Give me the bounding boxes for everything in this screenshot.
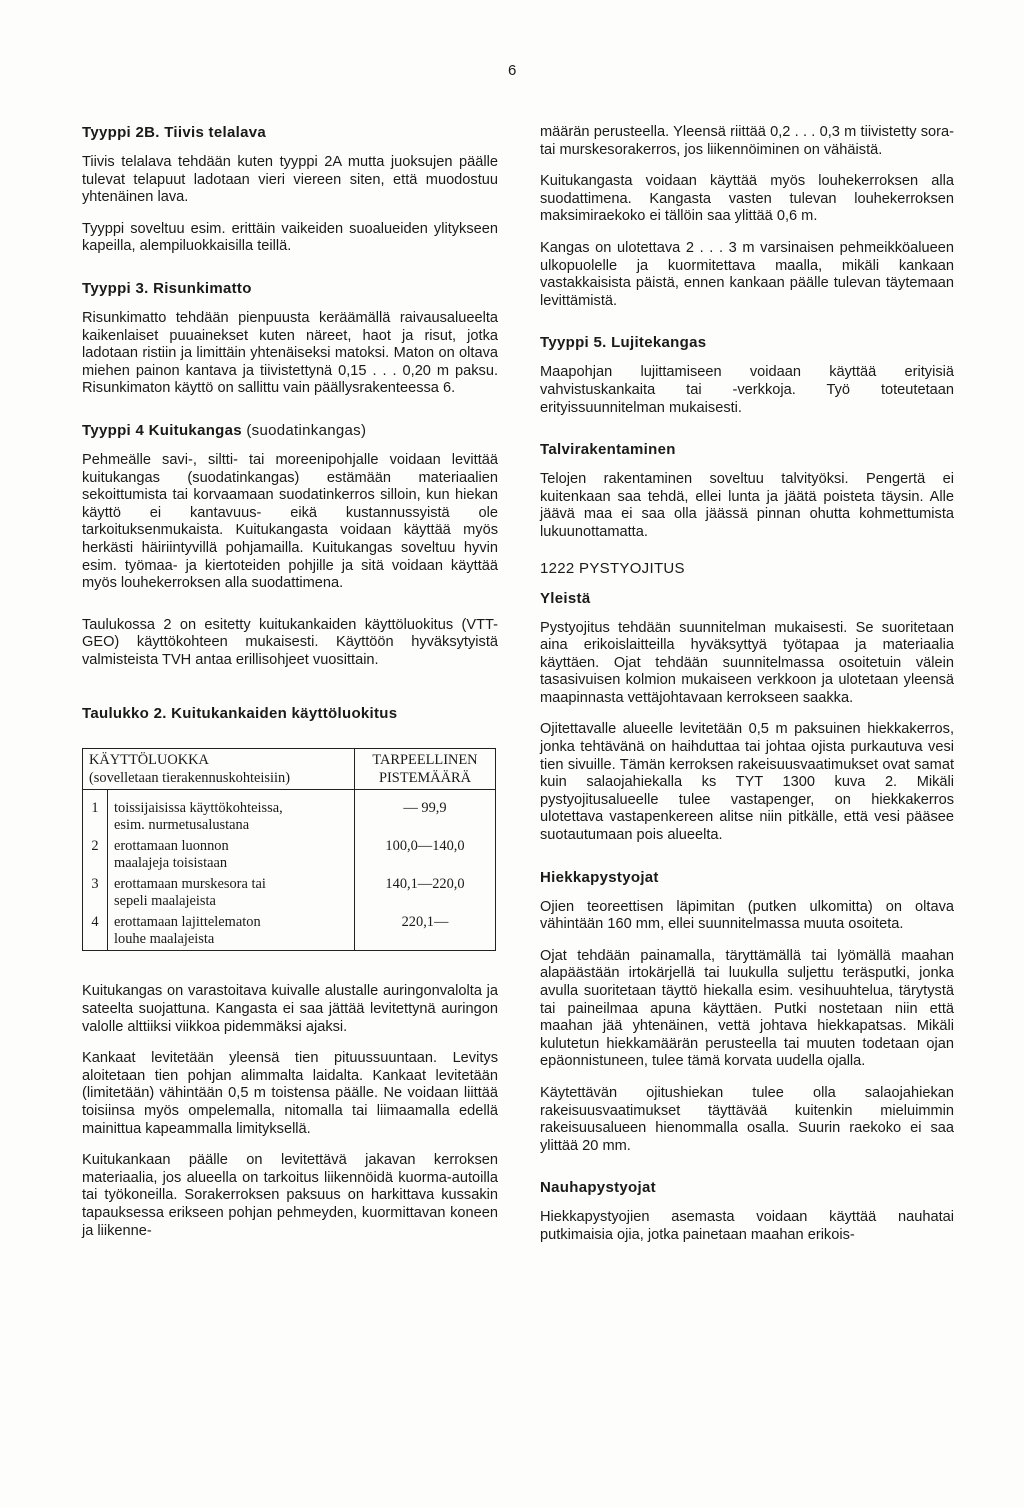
paragraph: Pystyojitus tehdään suunnitelman mukaisesti. Se suoritetaan aina erikoislaitteilla hyväksyttyä työtapaa ja materiaalia käyttäen. Ojat tehdään suunnitelmassa osoitetuin välein tasasivuisen kolmion mukaiseen verkkoon ja ulotetaan yleensä maapinnasta vettäjohtavaan kerrokseen saakka. bbox=[540, 619, 954, 706]
paragraph: Ojien teoreettisen läpimitan (putken ulkomitta) on oltava vähintään 160 mm, ellei suunnitelmassa muuta osoiteta. bbox=[540, 898, 954, 933]
paragraph: Kangas on ulotettava 2 . . . 3 m varsinaisen pehmeikköalueen ulkopuolelle ja kuormitettava maalla, mikäli kankaan vastakkaisista päistä, ennen kankaan päälle tulevan täytemaan levittämistä. bbox=[540, 239, 954, 309]
table-row bbox=[83, 912, 496, 951]
heading-tyyppi-4 bbox=[82, 422, 498, 439]
row-desc-line: maalajeja toisistaan bbox=[114, 855, 228, 872]
paragraph: Kuitukangas on varastoitava kuivalle alustalle auringonvalolta ja sateelta suojattuna. Kangasta ei saa jättää levitettynä auringon valolle alttiiksi viikkoa pidemmäksi ajaksi. bbox=[82, 983, 498, 1035]
row-value: 100,0—140,0 bbox=[355, 836, 496, 874]
section-heading-1222: 1222 PYSTYOJITUS bbox=[540, 559, 685, 577]
table-title: Taulukko 2. Kuitukankaiden käyttöluokitus bbox=[82, 705, 398, 723]
paragraph: määrän perusteella. Yleensä riittää 0,2 . . . 0,3 m tiivistetty sora- tai murskesorakerros, jos liikennöiminen on vähäistä. bbox=[540, 124, 954, 158]
paragraph: Tyyppi soveltuu esim. erittäin vaikeiden suoalueiden ylitykseen kapeilla, alempiluokkaisilla teillä. bbox=[82, 220, 498, 255]
table-row bbox=[83, 798, 496, 836]
row-number: 2 bbox=[83, 836, 108, 874]
row-description bbox=[108, 798, 355, 836]
table-row bbox=[83, 836, 496, 874]
table-row bbox=[83, 874, 496, 912]
paragraph: Kankaat levitetään yleensä tien pituussuuntaan. Levitys aloitetaan tien pohjan alimmalta laidalta. Kankaat levitetään (limitetään) vähintään 0,5 m toistensa päälle. Ne voidaan liittää toisiinsa myös ompelemalla, nitomalla tai liimaamalla edellä mainittua kapeammalla limityksellä. bbox=[82, 1050, 498, 1137]
paragraph: Kuitukangasta voidaan käyttää myös louhekerroksen alla suodattimena. Kangasta vasten tulevan louhekerroksen maksimiraekoko ei tällöin saa ylittää 0,6 m. bbox=[540, 173, 954, 225]
paragraph: Ojitettavalle alueelle levitetään 0,5 m paksuinen hiekkakerros, jonka tehtävänä on haihduttaa tai johtaa ojista purkautuva vesi tien sivuille. Tämän kerroksen rakeisuusvaatimukset ovat samat kuin salaojahiekalla ks TYT 1300 kuva 2. Mikäli pystyojitusalueelle tulee vastapenger, on hiekkakerros ulotettava vastapenkereen alitse niin pitkälle, että vesi pääsee suotautumaan pois alueelta. bbox=[540, 721, 954, 844]
heading-tyyppi-5: Tyyppi 5. Lujitekangas bbox=[540, 334, 707, 352]
right-column bbox=[540, 124, 954, 1259]
row-value: 140,1—220,0 bbox=[355, 874, 496, 912]
row-description bbox=[108, 912, 355, 951]
heading-tyyppi-3: Tyyppi 3. Risunkimatto bbox=[82, 279, 252, 297]
paragraph: Telojen rakentaminen soveltuu talvityöksi. Pengertä ei kuitenkaan saa tehdä, ellei lunta ja jäätä poisteta täysin. Alle jäävä maa ei saa olla jäässä pinnan ohutta kohmettumista lukuunottamatta. bbox=[540, 471, 954, 540]
heading-bold-part: Tyyppi 4 Kuitukangas bbox=[82, 421, 242, 439]
row-desc-line: sepeli maalajeista bbox=[114, 893, 216, 910]
row-desc-line: erottamaan luonnon bbox=[114, 838, 229, 855]
row-desc-line: erottamaan murskesora tai bbox=[114, 876, 266, 893]
paragraph: Maapohjan lujittamiseen voidaan käyttää erityisiä vahvistuskankaita tai -verkkoja. Työ toteutetaan erityissuunnitelman mukaisesti. bbox=[540, 364, 954, 416]
row-desc-line: erottamaan lajittelematon bbox=[114, 914, 261, 931]
paragraph: Kuitukankaan päälle on levitettävä jakavan kerroksen materiaalia, jos alueella on tarkoitus liikennöidä kuorma-autoilla tai työkoneilla. Sorakerroksen paksuus on harkittava kussakin tapauksessa erikseen pohjan pehmeyden, kuormittavan koneen ja liikenne- bbox=[82, 1152, 498, 1239]
row-number: 3 bbox=[83, 874, 108, 912]
header-points-line1: TARPEELLINEN bbox=[372, 752, 478, 769]
header-points-line2: PISTEMÄÄRÄ bbox=[379, 770, 471, 787]
row-desc-line: esim. nurmetusalustana bbox=[114, 817, 250, 834]
paragraph: Taulukossa 2 on esitetty kuitukankaiden käyttöluokitus (VTT-GEO) käyttökohteen mukaisesti. Käyttöön hyväksytyistä valmisteista TVH antaa erillisohjeet vuosittain. bbox=[82, 616, 498, 668]
classification-table bbox=[82, 748, 496, 951]
header-points bbox=[355, 749, 496, 790]
row-value: — 99,9 bbox=[355, 798, 496, 836]
page-number: 6 bbox=[508, 62, 517, 79]
paragraph: Ojat tehdään painamalla, täryttämällä tai lyömällä maahan alapäästään irtokärjellä tai luukulla suljettu teräsputki, jonka avulla suoritetaan täyttö hiekalla esim. vesihuuhtelua, tärytystä tai paineilmaa apuna käyttäen. Putki nostetaan niin että maahan jää yhtenäinen, vettä johtava hiekkapatsas. Mikäli kulutetun hiekkamäärän perusteella tai muuten todetaan ojan epäonnistuneen, tulee tämä korvata uudella ojalla. bbox=[540, 947, 954, 1070]
row-number: 1 bbox=[83, 798, 108, 836]
header-class-line1: KÄYTTÖLUOKKA bbox=[89, 752, 209, 769]
row-desc-line: louhe maalajeista bbox=[114, 931, 215, 948]
heading-hiekkapystyojat: Hiekkapystyojat bbox=[540, 868, 659, 886]
heading-nauhapystyojat: Nauhapystyojat bbox=[540, 1179, 656, 1197]
row-value: 220,1— bbox=[355, 912, 496, 951]
header-class-line2: (sovelletaan tierakennuskohteisiin) bbox=[89, 770, 291, 787]
paragraph: Tiivis telalava tehdään kuten tyyppi 2A mutta juoksujen päälle tulevat telapuut ladotaan vieri viereen siten, että muodostuu yhtenäinen lava. bbox=[82, 154, 498, 206]
heading-light-part: (suodatinkangas) bbox=[246, 421, 367, 439]
row-desc-line: toissijaisissa käyttökohteissa, bbox=[114, 800, 283, 817]
heading-yleista: Yleistä bbox=[540, 589, 591, 607]
paragraph: Risunkimatto tehdään pienpuusta keräämällä raivausalueelta kaikenlaiset puuainekset kuten näreet, haot ja risut, jotka ladotaan ristiin ja limittäin yhtenäiseksi matoksi. Maton on oltava miehen painon kantava ja tiivistettynä 0,15 . . . 0,20 m paksu. Risunkimaton käyttö on sallittu vain päällysrakenteessa 6. bbox=[82, 309, 498, 397]
paragraph: Pehmeälle savi-, siltti- tai moreenipohjalle voidaan levittää kuitukangas (suodatinkangas) estämään materiaalien sekoittumista tai korvaamaan suodatinkerros silloin, kun hiekan käyttö ei kantavuus- eikä kustannussyistä ole tarkoituksenmukaista. Kuitukangasta voidaan käyttää myös herkästi häiriintyvillä pohjamailla. Kuitukangas soveltuu hyvin esim. työmaa- ja kiertoteiden pohjille ja sitä voidaan käyttää myös louhekerroksen alla suodattimena. bbox=[82, 451, 498, 592]
row-description bbox=[108, 874, 355, 912]
row-number: 4 bbox=[83, 912, 108, 951]
row-description bbox=[108, 836, 355, 874]
left-column bbox=[82, 124, 498, 1254]
paragraph: Käytettävän ojitushiekan tulee olla salaojahiekan rakeisuusvaatimukset täyttävää kuitenkin mieluimmin rakeisuusalueen hienommalla osalla. Suurin raekoko ei saa ylittää 20 mm. bbox=[540, 1084, 954, 1154]
heading-tyyppi-2b: Tyyppi 2B. Tiivis telalava bbox=[82, 124, 266, 141]
header-class bbox=[83, 749, 355, 790]
heading-talvirakentaminen: Talvirakentaminen bbox=[540, 441, 676, 459]
paragraph: Hiekkapystyojien asemasta voidaan käyttää nauhatai putkimaisia ojia, jotka painetaan maahan erikois- bbox=[540, 1209, 954, 1243]
